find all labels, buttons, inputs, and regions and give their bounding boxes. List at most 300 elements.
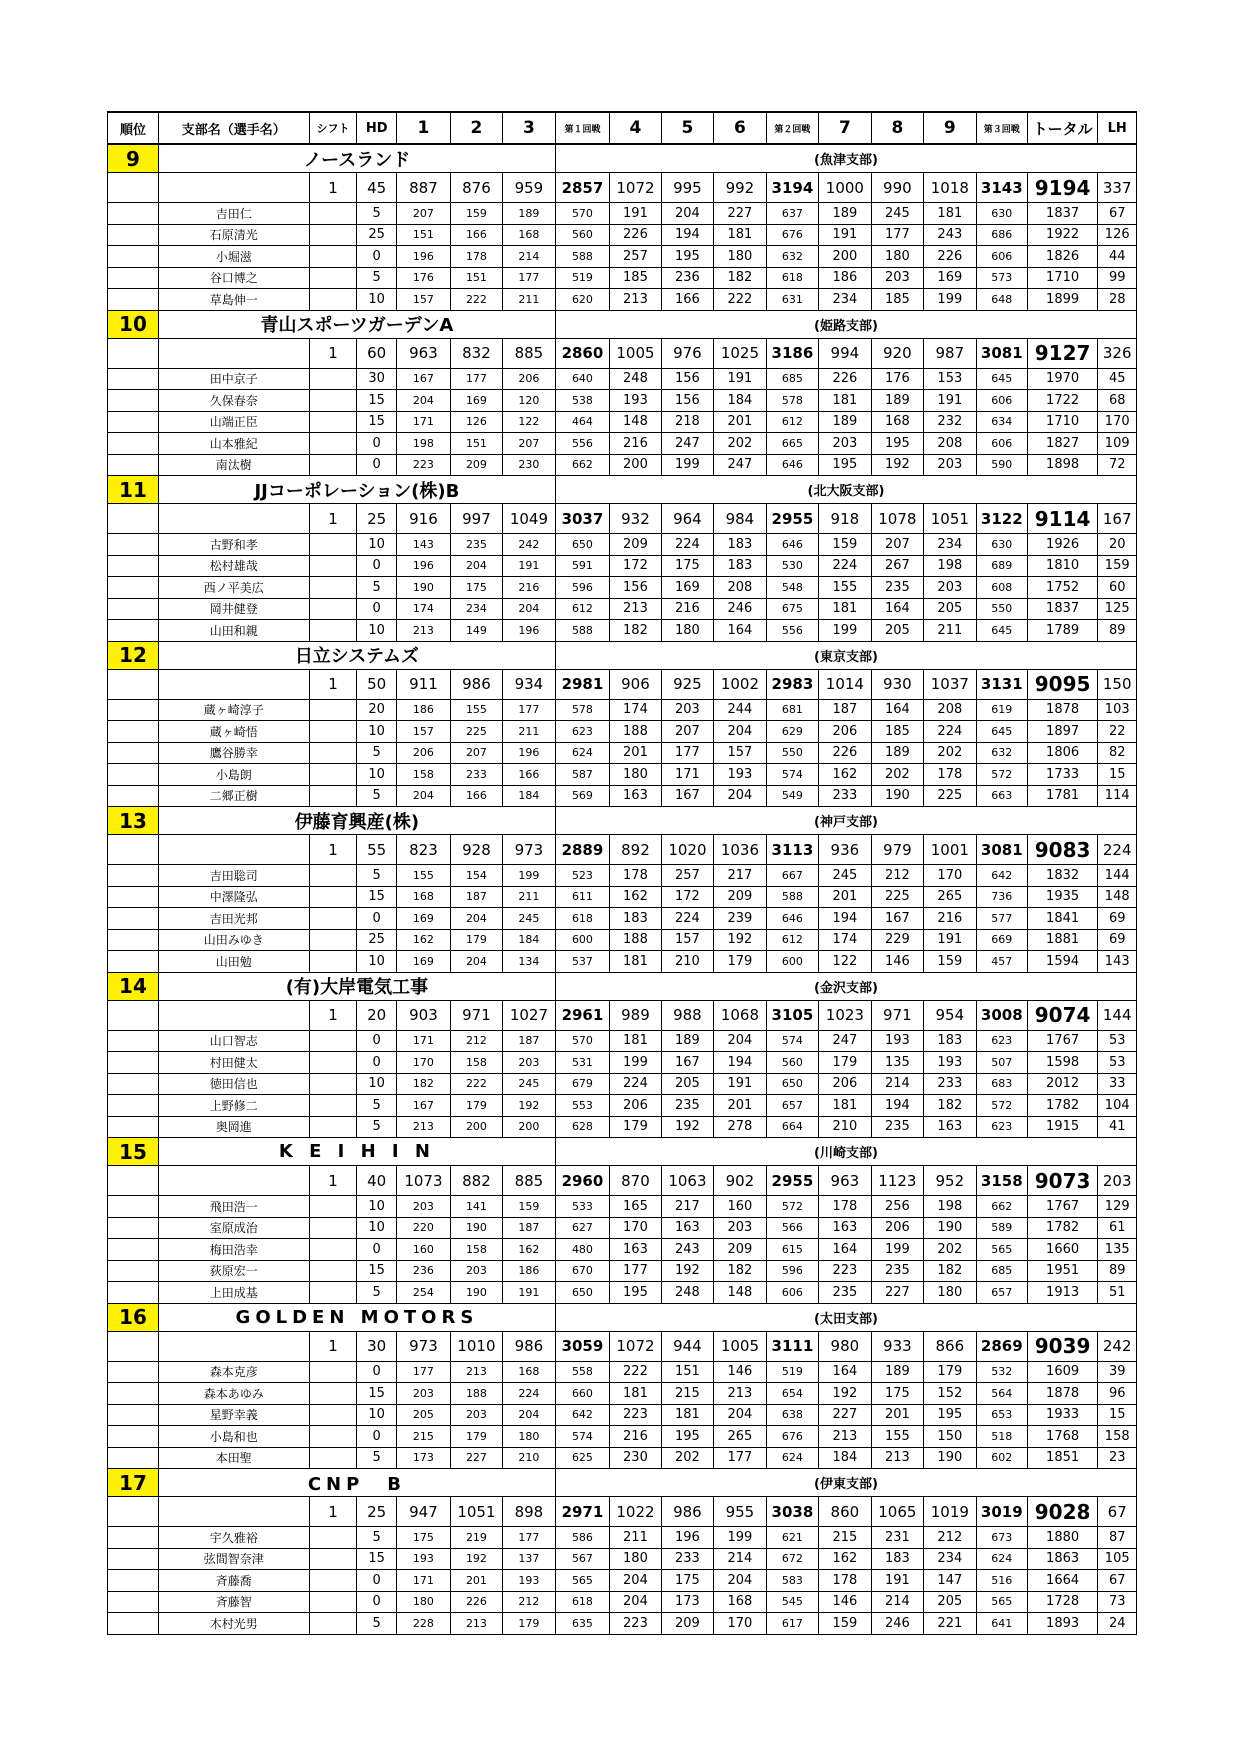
header-game-9: 9 <box>923 112 976 144</box>
team-total-cell: 933 <box>871 1331 923 1361</box>
player-score-cell: 199 <box>923 289 976 311</box>
player-score-cell: 0 <box>357 246 396 268</box>
rank-spacer <box>108 1052 159 1074</box>
player-score-cell: 209 <box>450 454 502 476</box>
player-score-cell: 25 <box>357 929 396 951</box>
team-total-row <box>108 1166 1137 1196</box>
player-score-cell: 222 <box>713 289 766 311</box>
rank-spacer <box>108 1383 159 1405</box>
player-score-cell: 600 <box>766 951 818 973</box>
team-header-row <box>108 476 1137 504</box>
player-score-cell: 523 <box>555 865 609 887</box>
player-score-cell: 10 <box>357 1073 396 1095</box>
player-score-cell: 248 <box>609 368 661 390</box>
player-score-cell: 530 <box>766 555 818 577</box>
player-score-cell: 104 <box>1098 1095 1137 1117</box>
player-score-cell: 1899 <box>1027 289 1098 311</box>
player-score-cell: 235 <box>818 1282 871 1304</box>
team-total-cell: 1063 <box>661 1166 713 1196</box>
player-score-cell: 192 <box>661 1116 713 1138</box>
player-score-cell: 612 <box>766 929 818 951</box>
player-score-cell: 207 <box>502 433 555 455</box>
player-score-cell: 5 <box>357 267 396 289</box>
player-score-cell: 177 <box>609 1260 661 1282</box>
player-score-cell: 1810 <box>1027 555 1098 577</box>
team-total-cell: 952 <box>923 1166 976 1196</box>
player-row <box>108 1282 1137 1304</box>
player-score-cell: 167 <box>396 1095 450 1117</box>
team-total-cell: 1 <box>309 1331 357 1361</box>
player-name: 徳田信也 <box>158 1073 309 1095</box>
player-score-cell: 663 <box>976 785 1027 807</box>
player-score-cell: 234 <box>818 289 871 311</box>
player-score-cell: 206 <box>502 368 555 390</box>
player-row <box>108 1361 1137 1383</box>
player-score-cell: 179 <box>818 1052 871 1074</box>
team-header-row <box>108 1138 1137 1166</box>
player-score-cell: 169 <box>396 951 450 973</box>
player-row <box>108 1239 1137 1261</box>
player-score-cell: 10 <box>357 1217 396 1239</box>
player-score-cell: 606 <box>976 433 1027 455</box>
player-score-cell: 665 <box>766 433 818 455</box>
player-score-cell: 51 <box>1098 1282 1137 1304</box>
player-score-cell: 170 <box>923 865 976 887</box>
rank-spacer <box>108 577 159 599</box>
player-score-cell: 168 <box>502 224 555 246</box>
player-score-cell: 15 <box>1098 1404 1137 1426</box>
rank-spacer <box>108 411 159 433</box>
rank-spacer <box>108 1331 159 1361</box>
player-score-cell: 154 <box>450 865 502 887</box>
player-score-cell: 204 <box>713 721 766 743</box>
player-name: 宇久雅裕 <box>158 1527 309 1549</box>
player-score-cell: 1826 <box>1027 246 1098 268</box>
player-score-cell: 226 <box>609 224 661 246</box>
player-score-cell: 157 <box>396 721 450 743</box>
player-score-cell: 257 <box>609 246 661 268</box>
player-score-cell: 201 <box>713 411 766 433</box>
player-score-cell: 178 <box>450 246 502 268</box>
player-score-cell: 1837 <box>1027 598 1098 620</box>
player-score-cell: 190 <box>923 1217 976 1239</box>
player-score-cell: 225 <box>871 886 923 908</box>
player-score-cell: 645 <box>976 721 1027 743</box>
player-score-cell: 204 <box>661 203 713 225</box>
player-score-cell: 507 <box>976 1052 1027 1074</box>
player-score-cell: 180 <box>923 1282 976 1304</box>
team-total-cell: 995 <box>661 173 713 203</box>
player-score-cell: 177 <box>502 267 555 289</box>
player-score-cell: 177 <box>502 1527 555 1549</box>
name-spacer <box>158 1166 309 1196</box>
player-score-cell: 1897 <box>1027 721 1098 743</box>
rank-spacer <box>108 1361 159 1383</box>
player-score-cell: 558 <box>555 1361 609 1383</box>
team-rank: 14 <box>108 972 159 1000</box>
player-score-cell: 216 <box>923 908 976 930</box>
team-total-cell: 150 <box>1098 669 1137 699</box>
team-total-cell: 3186 <box>766 338 818 368</box>
player-score-cell: 1782 <box>1027 1217 1098 1239</box>
team-total-cell: 1123 <box>871 1166 923 1196</box>
player-score-cell: 537 <box>555 951 609 973</box>
player-score-cell: 199 <box>713 1527 766 1549</box>
player-score-cell: 190 <box>396 577 450 599</box>
team-total-cell: 986 <box>450 669 502 699</box>
team-branch: (魚津支部) <box>555 144 1136 173</box>
player-score-cell: 212 <box>871 865 923 887</box>
rank-spacer <box>108 1591 159 1613</box>
team-rank: 13 <box>108 807 159 835</box>
team-total-cell: 1049 <box>502 504 555 534</box>
player-score-cell: 243 <box>661 1239 713 1261</box>
player-score-cell: 246 <box>871 1613 923 1635</box>
team-total-cell: 45 <box>357 173 396 203</box>
team-total-cell: 944 <box>661 1331 713 1361</box>
rank-spacer <box>108 620 159 642</box>
player-score-cell: 204 <box>502 1404 555 1426</box>
player-name: 荻原宏一 <box>158 1260 309 1282</box>
player-score-cell: 193 <box>713 764 766 786</box>
shift-spacer <box>309 203 357 225</box>
player-score-cell: 183 <box>713 534 766 556</box>
team-total-cell: 9039 <box>1027 1331 1098 1361</box>
player-score-cell: 5 <box>357 1527 396 1549</box>
player-score-cell: 181 <box>609 951 661 973</box>
player-row <box>108 1548 1137 1570</box>
shift-spacer <box>309 534 357 556</box>
player-score-cell: 15 <box>1098 764 1137 786</box>
player-score-cell: 657 <box>766 1095 818 1117</box>
rank-spacer <box>108 555 159 577</box>
player-name: 小島和也 <box>158 1426 309 1448</box>
rank-spacer <box>108 246 159 268</box>
player-score-cell: 189 <box>661 1030 713 1052</box>
team-total-cell: 1005 <box>609 338 661 368</box>
player-score-cell: 183 <box>871 1548 923 1570</box>
player-score-cell: 30 <box>357 368 396 390</box>
player-score-cell: 199 <box>502 865 555 887</box>
player-score-cell: 205 <box>923 598 976 620</box>
player-score-cell: 45 <box>1098 368 1137 390</box>
player-score-cell: 183 <box>609 908 661 930</box>
player-score-cell: 155 <box>818 577 871 599</box>
player-score-cell: 1664 <box>1027 1570 1098 1592</box>
player-score-cell: 572 <box>976 764 1027 786</box>
team-total-cell: 25 <box>357 1497 396 1527</box>
team-total-cell: 3111 <box>766 1331 818 1361</box>
player-row <box>108 620 1137 642</box>
player-score-cell: 179 <box>450 929 502 951</box>
player-score-cell: 193 <box>396 1548 450 1570</box>
team-total-cell: 973 <box>396 1331 450 1361</box>
player-score-cell: 230 <box>609 1447 661 1469</box>
player-score-cell: 209 <box>661 1613 713 1635</box>
player-score-cell: 653 <box>976 1404 1027 1426</box>
rank-spacer <box>108 368 159 390</box>
header-game-7: 7 <box>818 112 871 144</box>
player-score-cell: 650 <box>555 534 609 556</box>
player-score-cell: 181 <box>818 598 871 620</box>
player-name: 小島朗 <box>158 764 309 786</box>
header-team: 支部名（選手名） <box>158 112 309 144</box>
team-total-cell: 971 <box>871 1000 923 1030</box>
player-score-cell: 205 <box>923 1591 976 1613</box>
team-total-cell: 2960 <box>555 1166 609 1196</box>
rank-spacer <box>108 721 159 743</box>
player-score-cell: 635 <box>555 1613 609 1635</box>
team-total-cell: 1005 <box>713 1331 766 1361</box>
shift-spacer <box>309 368 357 390</box>
player-score-cell: 226 <box>818 368 871 390</box>
player-score-cell: 177 <box>871 224 923 246</box>
player-score-cell: 187 <box>450 886 502 908</box>
player-score-cell: 180 <box>661 620 713 642</box>
player-score-cell: 189 <box>871 1361 923 1383</box>
rank-spacer <box>108 203 159 225</box>
rank-spacer <box>108 433 159 455</box>
player-score-cell: 114 <box>1098 785 1137 807</box>
rank-spacer <box>108 224 159 246</box>
player-score-cell: 207 <box>450 742 502 764</box>
team-total-cell: 1072 <box>609 1331 661 1361</box>
player-score-cell: 574 <box>555 1426 609 1448</box>
shift-spacer <box>309 951 357 973</box>
player-score-cell: 553 <box>555 1095 609 1117</box>
team-total-cell: 898 <box>502 1497 555 1527</box>
player-score-cell: 170 <box>396 1052 450 1074</box>
team-total-cell: 936 <box>818 835 871 865</box>
player-score-cell: 135 <box>871 1052 923 1074</box>
player-score-cell: 25 <box>357 224 396 246</box>
rank-spacer <box>108 1095 159 1117</box>
player-score-cell: 175 <box>661 555 713 577</box>
player-score-cell: 10 <box>357 721 396 743</box>
player-score-cell: 662 <box>555 454 609 476</box>
team-total-cell: 860 <box>818 1497 871 1527</box>
player-score-cell: 174 <box>609 699 661 721</box>
player-score-cell: 224 <box>502 1383 555 1405</box>
player-score-cell: 247 <box>661 433 713 455</box>
player-name: 草島伸一 <box>158 289 309 311</box>
player-score-cell: 606 <box>976 390 1027 412</box>
player-score-cell: 1594 <box>1027 951 1098 973</box>
player-score-cell: 184 <box>818 1447 871 1469</box>
player-score-cell: 223 <box>609 1613 661 1635</box>
player-score-cell: 0 <box>357 598 396 620</box>
player-score-cell: 548 <box>766 577 818 599</box>
header-round-1: 第１回戦 <box>555 112 609 144</box>
player-score-cell: 192 <box>871 454 923 476</box>
player-score-cell: 214 <box>502 246 555 268</box>
player-score-cell: 158 <box>396 764 450 786</box>
player-score-cell: 243 <box>923 224 976 246</box>
team-branch: (川崎支部) <box>555 1138 1136 1166</box>
player-score-cell: 560 <box>766 1052 818 1074</box>
player-row <box>108 555 1137 577</box>
team-header-row <box>108 310 1137 338</box>
team-total-cell: 1037 <box>923 669 976 699</box>
player-score-cell: 129 <box>1098 1196 1137 1218</box>
player-score-cell: 246 <box>713 598 766 620</box>
player-score-cell: 222 <box>450 289 502 311</box>
player-score-cell: 1806 <box>1027 742 1098 764</box>
player-score-cell: 179 <box>609 1116 661 1138</box>
rank-spacer <box>108 1447 159 1469</box>
player-score-cell: 189 <box>818 411 871 433</box>
rank-spacer <box>108 1404 159 1426</box>
player-score-cell: 254 <box>396 1282 450 1304</box>
shift-spacer <box>309 555 357 577</box>
player-score-cell: 612 <box>766 411 818 433</box>
player-score-cell: 164 <box>818 1239 871 1261</box>
player-score-cell: 213 <box>396 1116 450 1138</box>
player-score-cell: 151 <box>661 1361 713 1383</box>
player-score-cell: 218 <box>661 411 713 433</box>
shift-spacer <box>309 1613 357 1635</box>
player-score-cell: 198 <box>396 433 450 455</box>
shift-spacer <box>309 224 357 246</box>
rank-spacer <box>108 951 159 973</box>
team-total-cell: 1 <box>309 504 357 534</box>
player-score-cell: 216 <box>609 1426 661 1448</box>
player-score-cell: 185 <box>871 721 923 743</box>
player-score-cell: 10 <box>357 1196 396 1218</box>
player-score-cell: 199 <box>661 454 713 476</box>
player-score-cell: 623 <box>976 1116 1027 1138</box>
player-score-cell: 642 <box>976 865 1027 887</box>
player-row <box>108 951 1137 973</box>
player-score-cell: 205 <box>871 620 923 642</box>
player-score-cell: 248 <box>661 1282 713 1304</box>
team-total-cell: 1 <box>309 1497 357 1527</box>
shift-spacer <box>309 785 357 807</box>
header-rank: 順位 <box>108 112 159 144</box>
player-score-cell: 235 <box>450 534 502 556</box>
team-total-cell: 3081 <box>976 835 1027 865</box>
team-total-cell: 1002 <box>713 669 766 699</box>
player-score-cell: 624 <box>555 742 609 764</box>
player-score-cell: 549 <box>766 785 818 807</box>
team-total-cell: 1068 <box>713 1000 766 1030</box>
player-score-cell: 10 <box>357 620 396 642</box>
player-score-cell: 172 <box>609 555 661 577</box>
player-row <box>108 598 1137 620</box>
player-score-cell: 213 <box>818 1426 871 1448</box>
player-score-cell: 667 <box>766 865 818 887</box>
team-branch: (金沢支部) <box>555 972 1136 1000</box>
player-score-cell: 182 <box>609 620 661 642</box>
player-score-cell: 638 <box>766 1404 818 1426</box>
player-score-cell: 1951 <box>1027 1260 1098 1282</box>
shift-spacer <box>309 577 357 599</box>
player-score-cell: 175 <box>450 577 502 599</box>
player-score-cell: 179 <box>713 951 766 973</box>
player-score-cell: 196 <box>502 620 555 642</box>
player-score-cell: 632 <box>766 246 818 268</box>
player-score-cell: 689 <box>976 555 1027 577</box>
player-score-cell: 0 <box>357 1361 396 1383</box>
player-score-cell: 171 <box>396 411 450 433</box>
team-total-cell: 963 <box>396 338 450 368</box>
player-score-cell: 167 <box>396 368 450 390</box>
player-score-cell: 174 <box>396 598 450 620</box>
player-name: 本田聖 <box>158 1447 309 1469</box>
team-total-row <box>108 1497 1137 1527</box>
player-score-cell: 234 <box>923 1548 976 1570</box>
player-score-cell: 186 <box>818 267 871 289</box>
shift-spacer <box>309 742 357 764</box>
player-score-cell: 1827 <box>1027 433 1098 455</box>
player-score-cell: 1710 <box>1027 411 1098 433</box>
team-total-cell: 3194 <box>766 173 818 203</box>
rank-spacer <box>108 1073 159 1095</box>
player-score-cell: 596 <box>555 577 609 599</box>
player-score-cell: 545 <box>766 1591 818 1613</box>
player-row <box>108 1217 1137 1239</box>
team-total-cell: 1018 <box>923 173 976 203</box>
team-total-cell: 1010 <box>450 1331 502 1361</box>
player-score-cell: 588 <box>555 620 609 642</box>
team-total-cell: 2981 <box>555 669 609 699</box>
player-name: 斉藤智 <box>158 1591 309 1613</box>
player-score-cell: 168 <box>871 411 923 433</box>
team-total-cell: 1 <box>309 669 357 699</box>
player-score-cell: 157 <box>713 742 766 764</box>
player-row <box>108 1095 1137 1117</box>
player-row <box>108 1030 1137 1052</box>
player-score-cell: 2012 <box>1027 1073 1098 1095</box>
shift-spacer <box>309 289 357 311</box>
player-score-cell: 177 <box>713 1447 766 1469</box>
team-total-cell: 989 <box>609 1000 661 1030</box>
rank-spacer <box>108 742 159 764</box>
player-score-cell: 146 <box>713 1361 766 1383</box>
player-score-cell: 204 <box>502 598 555 620</box>
player-score-cell: 208 <box>923 699 976 721</box>
player-score-cell: 176 <box>871 368 923 390</box>
player-score-cell: 99 <box>1098 267 1137 289</box>
player-score-cell: 0 <box>357 1591 396 1613</box>
player-score-cell: 216 <box>661 598 713 620</box>
player-score-cell: 646 <box>766 908 818 930</box>
player-score-cell: 204 <box>450 555 502 577</box>
player-score-cell: 15 <box>357 886 396 908</box>
shift-spacer <box>309 764 357 786</box>
team-total-cell: 1 <box>309 173 357 203</box>
player-score-cell: 247 <box>818 1030 871 1052</box>
player-score-cell: 203 <box>450 1260 502 1282</box>
player-score-cell: 168 <box>502 1361 555 1383</box>
player-score-cell: 1880 <box>1027 1527 1098 1549</box>
player-score-cell: 180 <box>609 764 661 786</box>
player-score-cell: 206 <box>396 742 450 764</box>
player-score-cell: 105 <box>1098 1548 1137 1570</box>
team-total-row <box>108 338 1137 368</box>
player-score-cell: 265 <box>713 1426 766 1448</box>
rank-spacer <box>108 534 159 556</box>
player-score-cell: 203 <box>396 1196 450 1218</box>
team-branch: (太田支部) <box>555 1303 1136 1331</box>
player-score-cell: 736 <box>976 886 1027 908</box>
team-total-cell: 934 <box>502 669 555 699</box>
player-score-cell: 679 <box>555 1073 609 1095</box>
player-score-cell: 5 <box>357 1095 396 1117</box>
team-total-cell: 9127 <box>1027 338 1098 368</box>
player-score-cell: 195 <box>871 433 923 455</box>
player-score-cell: 179 <box>450 1426 502 1448</box>
